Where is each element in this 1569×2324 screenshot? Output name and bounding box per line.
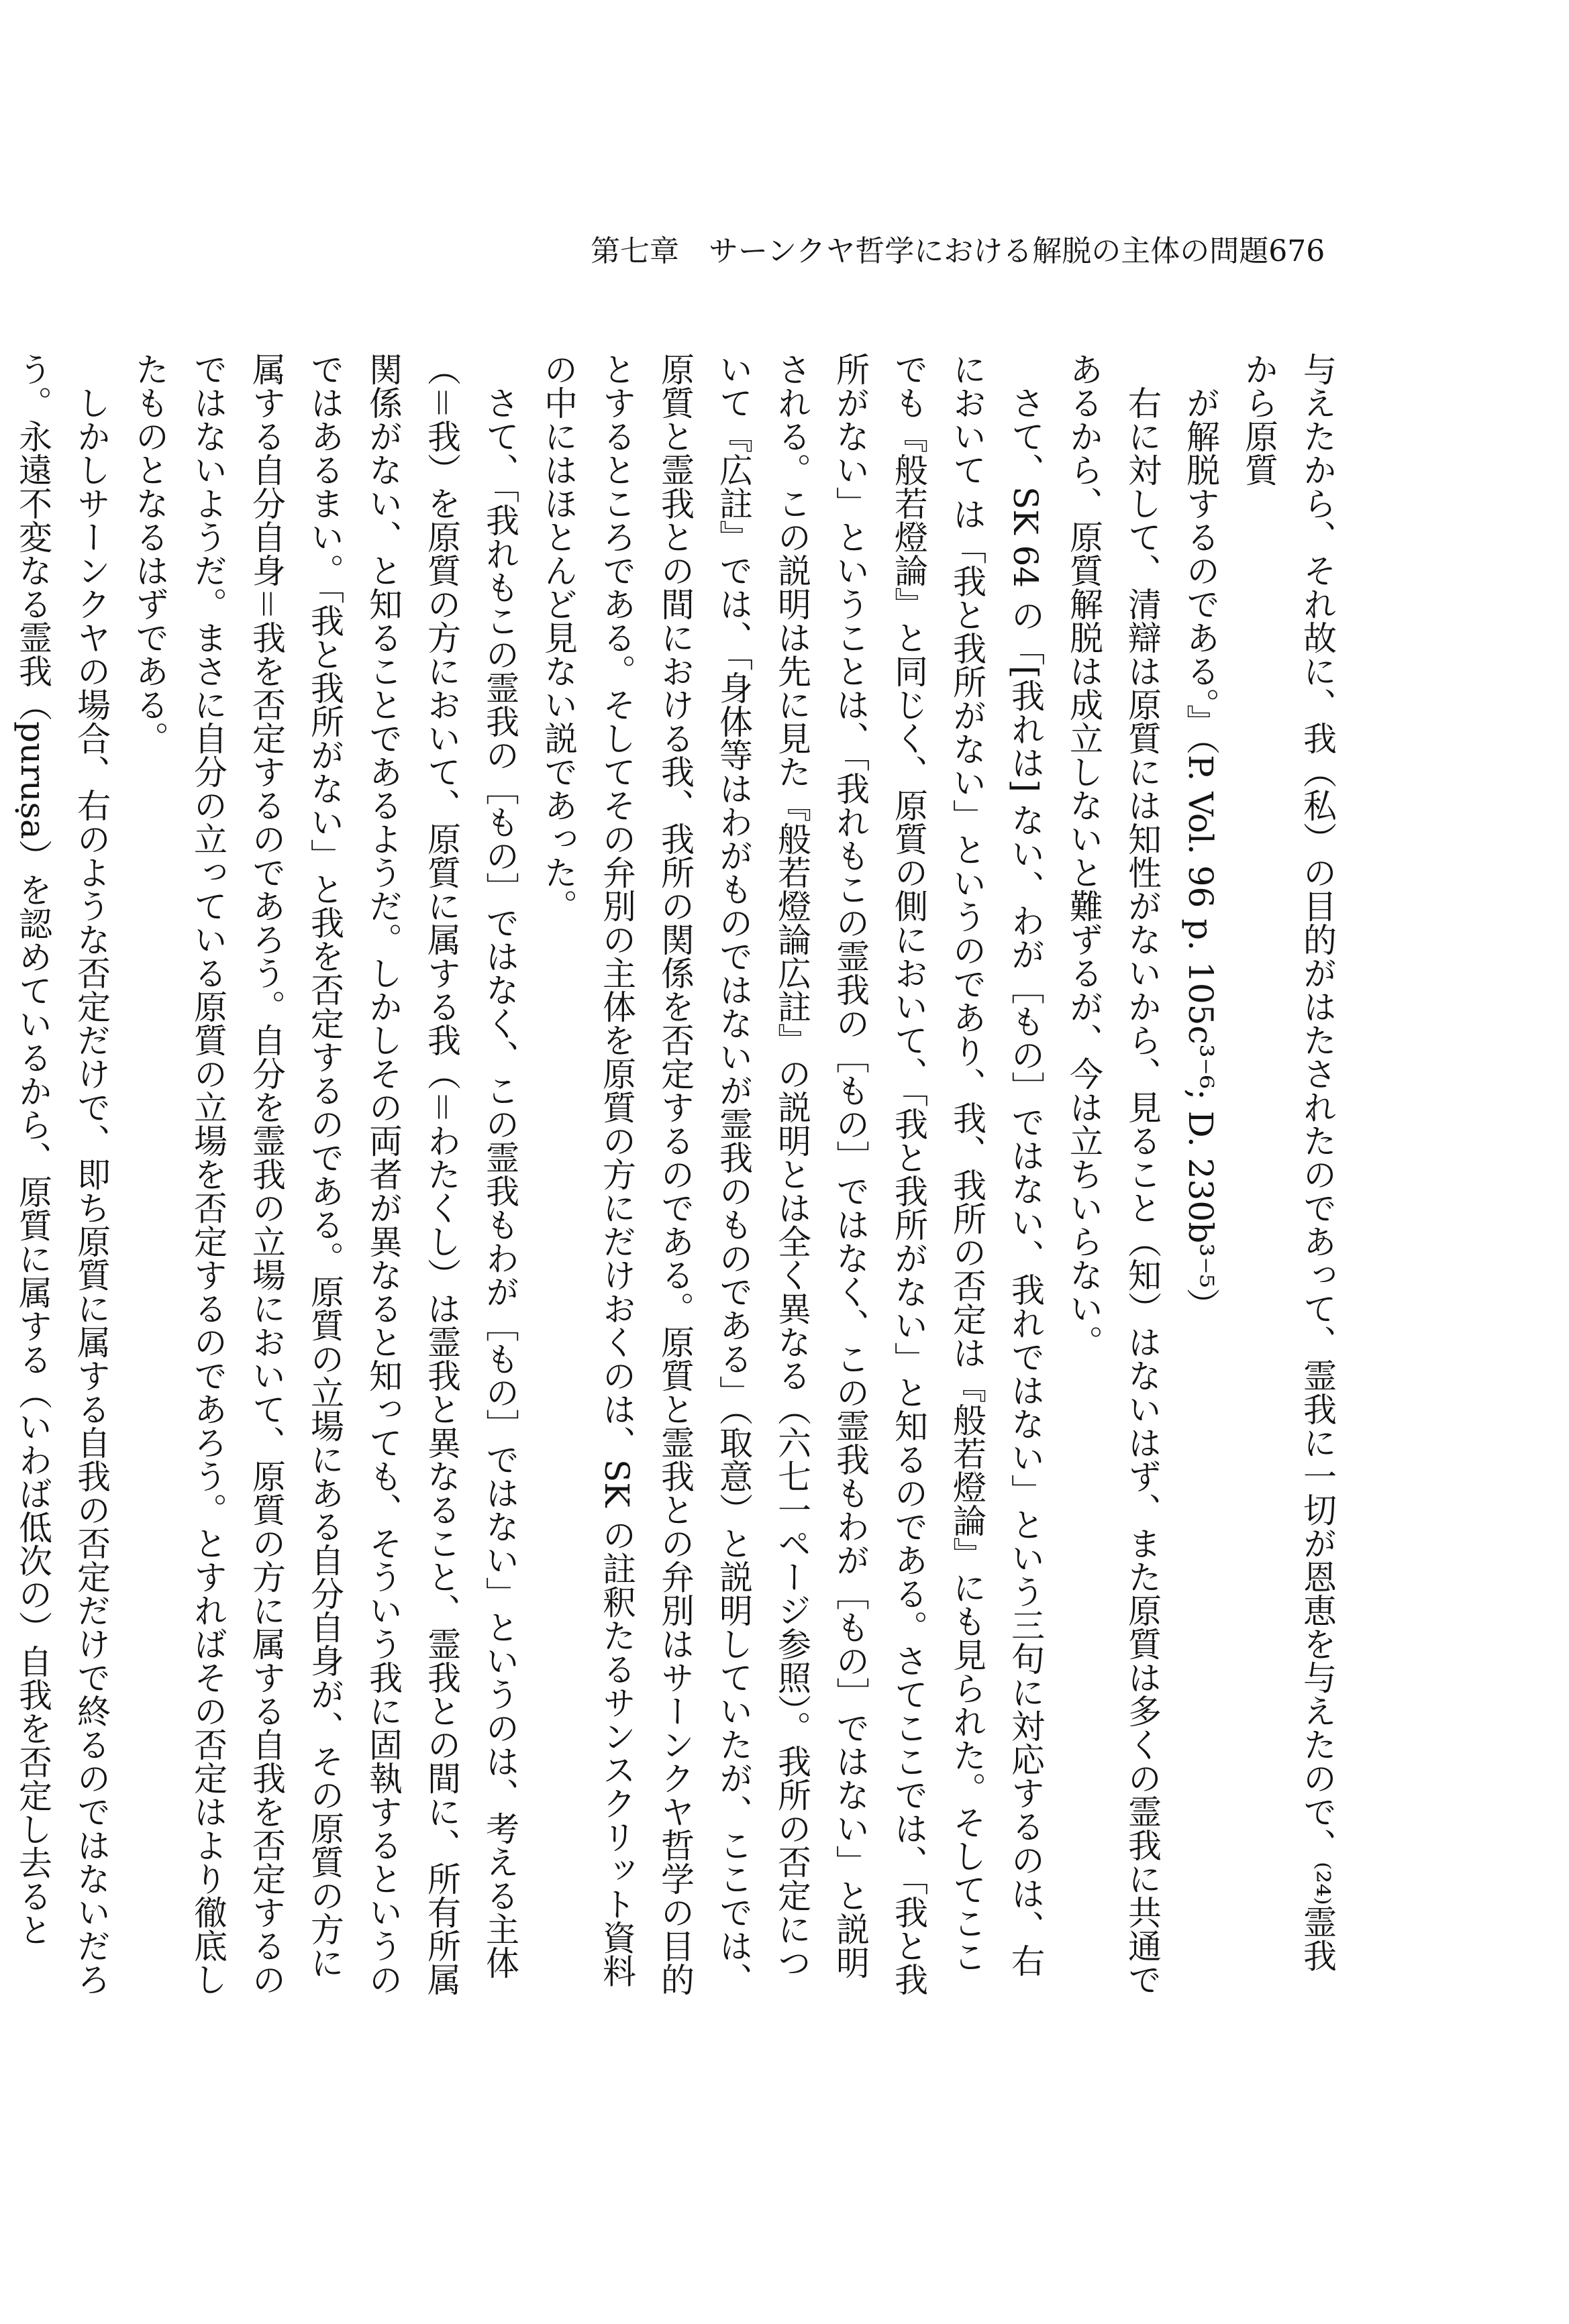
paragraph-1: 与えたから、それ故に、我（私）の目的がはたされたのであって、霊我に一切が恩恵を与えたので、⁽²⁴⁾霊我から原質: [1239, 352, 1337, 1972]
running-head: [591, 228, 1325, 275]
chapter-title: 第七章 サーンクヤ哲学における解脱の主体の問題: [591, 234, 1269, 268]
body-text: [13, 352, 1346, 2003]
paragraph-4: さて、SK 64 の「[我れは] ない、わが［もの］ではない、我れではない」という三句に対応するのは、右において は「我と我所がない」というのであり、我、我所の否定は『般若燈論』にも見られた。そしてここでも『般若燈論』と同じく、原質の側において、「我と我所がない」と知るのである。さてここでは、「我と我所がない」ということは、「我れもこの霊我の［もの］ではなく、この霊我もわが［もの］ではない」と説明される。この説明は先に見た『般若燈論広註』の説明とは全く異なる（六七一ページ参照）。我所の否定について『広註』では、「身体等はわがものではないが霊我のものである」（取意）と説明していたが、ここでは、原質と霊我との間における我、我所の関係を否定するのである。原質と霊我との弁別はサーンクヤ哲学の目的とするところである。そしてその弁別の主体を原質の方にだけおくのは、SK の註釈たるサンスクリット資料の中にはほとんど見ない説であった。: [539, 352, 1045, 1996]
paragraph-2: が解脱するのである。』（P. Vol. 96 p. 105c³⁻⁶; D. 230b³⁻⁵）: [1181, 386, 1220, 1322]
paragraph-5: さて、「我れもこの霊我の［もの］ではなく、この霊我もわが［もの］ではない」というのは、考える主体（＝我）を原質の方において、原質に属する我（＝わたくし）は霊我と異なること、霊我との間に、所有所属関係がない、と知ることであるようだ。しかしその両者が異なると知っても、そういう我に固執するというのではあるまい。「我と我所がない」と我を否定するのである。原質の立場にある自分自身が、その原質の方に属する自分自身＝我を否定するのであろう。自分を霊我の立場において、原質の方に属する自我を否定するのではないようだ。まさに自分の立っている原質の立場を否定するのであろう。とすればその否定はより徹底したものとなるはずである。: [130, 352, 519, 1996]
paragraph-3: 右に対して、清辯は原質には知性がないから、見ること（知）はないはず、また原質は多くの霊我に共通であるから、原質解脱は成立しないと難ずるが、今は立ちいらない。: [1064, 352, 1162, 1996]
page-number: 676: [1268, 234, 1325, 268]
paragraph-6: しかしサーンクヤの場合、右のような否定だけで、即ち原質に属する自我の否定だけで終るのではないだろう。永遠不変なる霊我（puruṣa）を認めているから、原質に属する（いわば低次の）自我を否定し去ると: [13, 352, 111, 1996]
